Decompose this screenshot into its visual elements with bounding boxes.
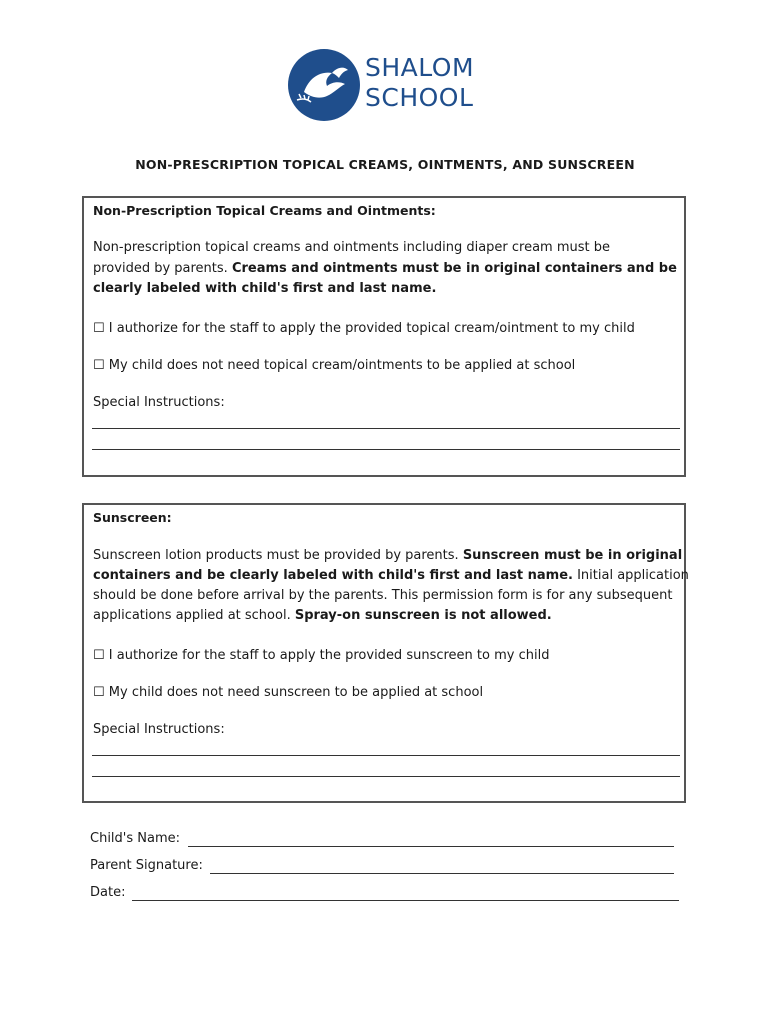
sunscreen-special-instructions-label: Special Instructions: xyxy=(93,722,225,737)
dove-emblem-icon xyxy=(287,48,361,122)
sunscreen-paragraph-line-2 xyxy=(93,566,689,586)
page-title: NON-PRESCRIPTION TOPICAL CREAMS, OINTMENTS, AND SUNSCREEN xyxy=(135,157,635,172)
logo-text-school: SCHOOL xyxy=(365,83,474,112)
logo-text-shalom: SHALOM xyxy=(365,53,475,82)
sunscreen-line-4-bold: Spray-on sunscreen is not allowed. xyxy=(294,608,552,623)
parent-signature-label: Parent Signature: xyxy=(90,858,203,873)
creams-heading: Non-Prescription Topical Creams and Ointments: xyxy=(93,203,436,218)
child-name-label: Child's Name: xyxy=(90,831,181,846)
creams-special-instructions-label: Special Instructions: xyxy=(93,395,225,410)
sunscreen-line-1-bold: Sunscreen must be in original xyxy=(462,548,683,563)
creams-instructions-line-1[interactable] xyxy=(92,428,680,429)
parent-signature-field[interactable] xyxy=(210,873,674,874)
sunscreen-paragraph-line-3: should be done before arrival by the parents. This permission form is for any subsequent xyxy=(93,588,673,603)
creams-section xyxy=(82,196,686,477)
date-label: Date: xyxy=(90,885,126,900)
creams-authorize-checkbox[interactable]: ☐ I authorize for the staff to apply the provided topical cream/ointment to my child xyxy=(93,321,635,336)
sunscreen-section xyxy=(82,503,689,803)
sunscreen-instructions-line-2[interactable] xyxy=(92,776,680,777)
creams-instructions-line-2[interactable] xyxy=(92,449,680,450)
sunscreen-paragraph-line-4 xyxy=(93,606,552,626)
sunscreen-decline-checkbox[interactable]: ☐ My child does not need sunscreen to be applied at school xyxy=(93,685,484,700)
sunscreen-authorize-checkbox[interactable]: ☐ I authorize for the staff to apply the provided sunscreen to my child xyxy=(93,648,550,663)
sunscreen-instructions-line-1[interactable] xyxy=(92,755,680,756)
school-logo xyxy=(287,48,487,124)
creams-decline-checkbox[interactable]: ☐ My child does not need topical cream/ointments to be applied at school xyxy=(93,358,576,373)
child-name-field[interactable] xyxy=(188,846,674,847)
sunscreen-line-1-normal: Sunscreen lotion products must be provided by parents. xyxy=(93,548,463,563)
creams-paragraph-line-3: clearly labeled with child's first and last name. xyxy=(93,281,437,296)
creams-paragraph-line-2 xyxy=(93,259,677,279)
sunscreen-paragraph-line-1 xyxy=(93,546,682,566)
sunscreen-line-4-normal: applications applied at school. xyxy=(93,608,295,623)
date-field[interactable] xyxy=(132,900,679,901)
creams-paragraph-normal: provided by parents. xyxy=(93,261,232,276)
sunscreen-heading: Sunscreen: xyxy=(93,510,172,525)
sunscreen-line-2-normal: Initial application xyxy=(572,568,689,583)
creams-paragraph-bold: Creams and ointments must be in original containers and be xyxy=(231,261,677,276)
creams-paragraph-line-1: Non-prescription topical creams and ointments including diaper cream must be xyxy=(93,240,611,255)
sunscreen-line-2-bold: containers and be clearly labeled with child's first and last name. xyxy=(93,568,573,583)
